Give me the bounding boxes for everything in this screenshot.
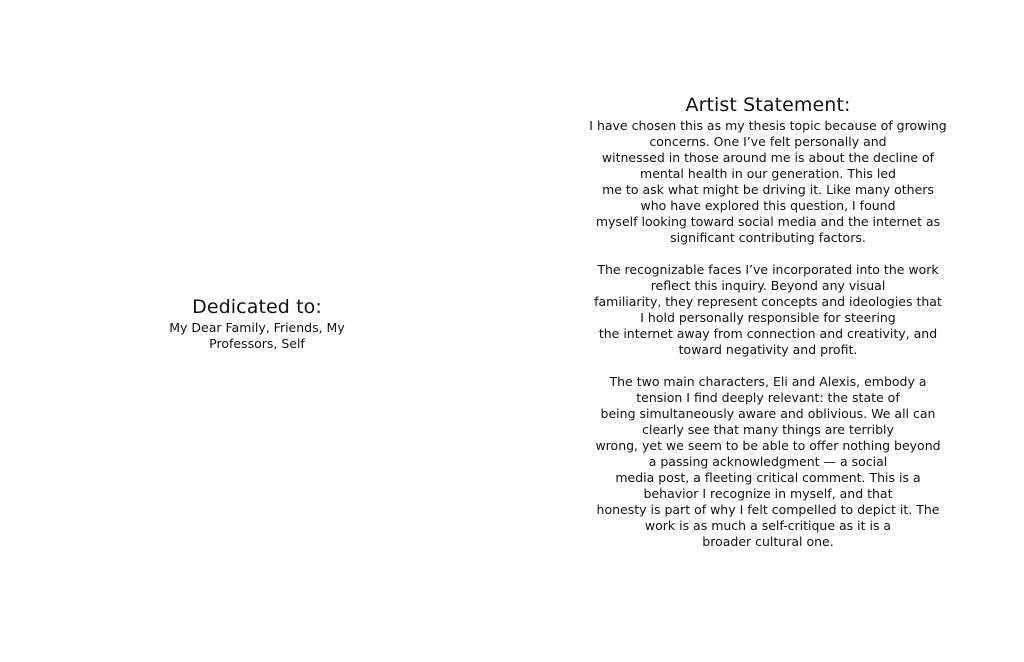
text-line: The two main characters, Eli and Alexis, embody a — [609, 374, 927, 389]
text-line: the internet away from connection and creativity, and — [598, 326, 938, 341]
text-line: behavior I recognize in myself, and that — [643, 486, 893, 501]
text-line: myself looking toward social media and the internet as — [595, 214, 941, 229]
text-line: familiarity, they represent concepts and ideologies that — [594, 294, 942, 309]
text-line: I hold personally responsible for steering — [640, 310, 896, 325]
text-line: honesty is part of why I felt compelled to depict it. The — [596, 502, 940, 517]
dedication-heading: Dedicated to: — [192, 296, 322, 318]
text-line: I have chosen this as my thesis topic because of growing — [589, 118, 947, 133]
text-line: mental health in our generation. This led — [640, 166, 896, 181]
dedication-line: My Dear Family, Friends, My — [169, 320, 345, 335]
dedication-line: Professors, Self — [209, 336, 305, 351]
text-line: clearly see that many things are terribly — [642, 422, 894, 437]
text-line: a passing acknowledgment — a social — [648, 454, 888, 469]
dedication-block — [157, 294, 357, 352]
statement-paragraph-3 — [582, 374, 954, 550]
text-line: work is as much a self-critique as it is a — [644, 518, 892, 533]
text-line: wrong, yet we seem to be able to offer nothing beyond — [595, 438, 941, 453]
artist-statement — [582, 93, 954, 566]
statement-paragraph-1 — [582, 118, 954, 246]
text-line: The recognizable faces I’ve incorporated into the work — [597, 262, 939, 277]
statement-paragraph-2 — [582, 262, 954, 358]
text-line: witnessed in those around me is about the decline of — [601, 150, 935, 165]
text-line: being simultaneously aware and oblivious. We all can — [600, 406, 936, 421]
text-line: who have explored this question, I found — [640, 198, 896, 213]
text-line: tension I find deeply relevant: the state of — [636, 390, 900, 405]
text-line: toward negativity and profit. — [678, 342, 858, 357]
text-line: media post, a fleeting critical comment. This is a — [615, 470, 921, 485]
text-line: broader cultural one. — [702, 534, 834, 549]
statement-heading: Artist Statement: — [685, 94, 851, 116]
text-line: me to ask what might be driving it. Like many others — [602, 182, 934, 197]
text-line: reflect this inquiry. Beyond any visual — [650, 278, 886, 293]
text-line: significant contributing factors. — [670, 230, 866, 245]
text-line: concerns. One I’ve felt personally and — [649, 134, 887, 149]
